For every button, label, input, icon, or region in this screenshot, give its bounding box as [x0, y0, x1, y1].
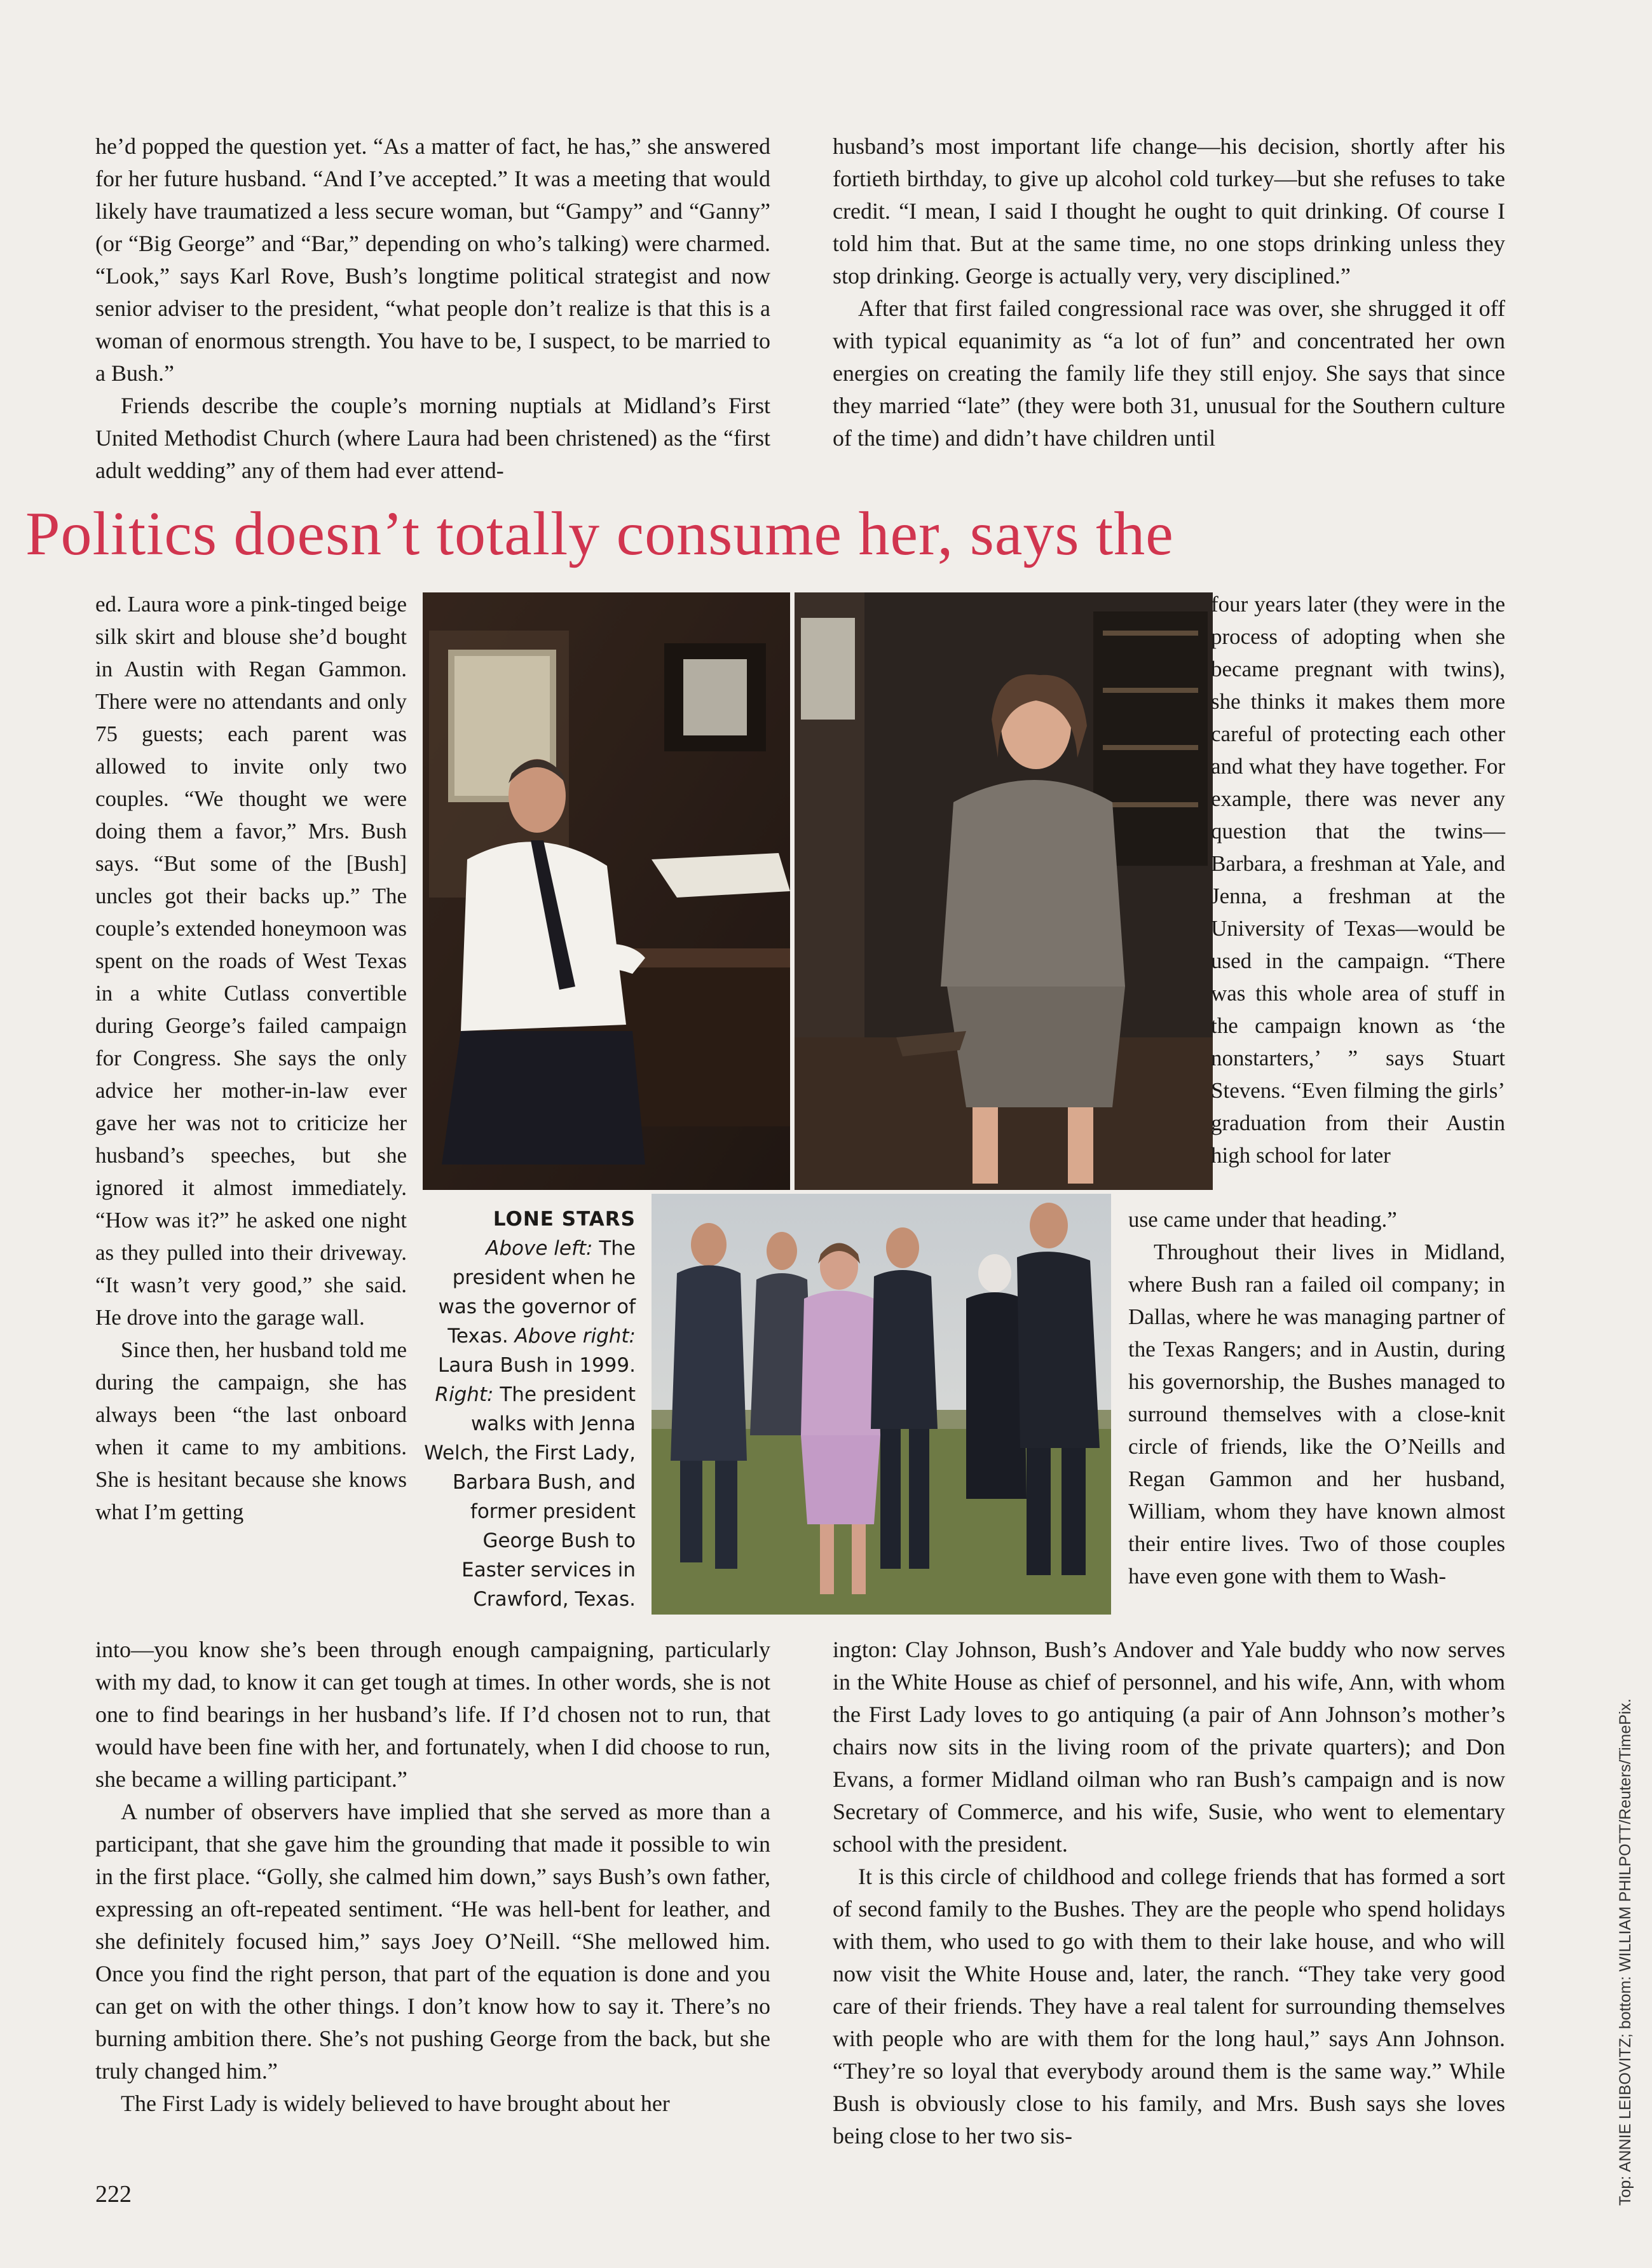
paragraph: husband’s most important life change—his decision, shortly after his fortieth birthday, to give up alcohol cold turkey—but she refuses to take credit. “I mean, I said I thought he ought to quit drinking. Of course I told him that. But at the same time, no one stops drinking unless they stop drinking. George is actually very, very disciplined.”	[833, 133, 1505, 289]
paragraph: A number of observers have implied that she served as more than a participant, that she gave him the grounding that made it possible to win in the first place. “Golly, she calmed him down,” says Bush’s own father, expressing an oft-repeated sentiment. “He was hell-bent for leather, and she definitely focused him,” says Joey O’Neill. “She mellowed him. Once you find the right person, that part of the equation is done and you can get on with the other things. I don’t know how to say it. There’s no burning ambition there. She’s not pushing George from the back, but she truly changed him.”	[95, 1799, 770, 2084]
page-number: 222	[95, 2181, 132, 2208]
paragraph: After that first failed congressional race was over, she shrugged it off with typical equanimity as “a lot of fun” and concentrated her own energies on creating the family life they still enjoy. She says that since they married “late” (they were both 31, unusual for the Southern culture of the time) and didn’t have children until	[833, 296, 1505, 451]
photo-laura-image	[795, 592, 1213, 1190]
caption-label-above-left: Above left:	[486, 1237, 593, 1260]
caption-above-right: Laura Bush in 1999.	[438, 1354, 636, 1377]
caption-text	[420, 1234, 636, 1614]
paragraph: ed. Laura wore a pink-tinged beige silk skirt and blouse she’d bought in Austin with Regan Gammon. There were no attendants and only 75 guests; each parent was allowed to invite only two couples. “We thought we were doing them a favor,” Mrs. Bush says. “But some of the [Bush] uncles got their backs up.” The couple’s extended honeymoon was spent on the roads of West Texas in a white Cutlass convertible during George’s failed campaign for Congress. She says the only advice her mother-in-law ever gave her was not to criticize her husband’s speeches, but she ignored it almost immediately. “How was it?” he asked one night as they pulled into their driveway. “It wasn’t very good,” she said. He drove into the garage wall.	[95, 592, 407, 1330]
paragraph: Since then, her husband told me during the campaign, she has always been “the last onboard when it came to my ambitions. She is hesitant because she knows what I’m getting	[95, 1337, 407, 1524]
photo-laura-bush	[795, 592, 1213, 1190]
photo-caption	[420, 1205, 636, 1614]
pull-quote: Politics doesn’t totally consume her, says the	[25, 500, 1174, 568]
body-text-bottom-left	[95, 1634, 770, 2120]
paragraph: he’d popped the question yet. “As a matter of fact, he has,” she answered for her future husband. “And I’ve accepted.” It was a meeting that would likely have traumatized a less secure woman, but “Gampy” and “Ganny” (or “Big George” and “Bar,” depending on who’s talking) were charmed. “Look,” says Karl Rove, Bush’s longtime political strategist and now senior adviser to the president, “what people don’t realize is that this is a woman of enormous strength. You have to be, I suspect, to be married to a Bush.”	[95, 133, 770, 386]
caption-label-right: Right:	[435, 1383, 494, 1406]
body-text-bottom-right	[833, 1634, 1505, 2152]
photo-easter-walk	[652, 1194, 1111, 1615]
caption-label-above-right: Above right:	[514, 1325, 636, 1348]
body-text-right-narrow	[1211, 588, 1505, 1172]
body-text-top-right	[833, 130, 1505, 454]
paragraph: use came under that heading.”	[1128, 1207, 1397, 1232]
caption-right: The president walks with Jenna Welch, the First Lady, Barbara Bush, and former president George Bush to Easter services in Crawford, Texas.	[424, 1383, 636, 1611]
paragraph: into—you know she’s been through enough campaigning, particularly with my dad, to know it can get tough at times. In other words, she is not one to find bearings in her husband’s life. If I’d chosen not to run, that would have been fine with her, and fortunately, when I did choose to run, she became a willing participant.”	[95, 1637, 770, 1792]
paragraph: Throughout their lives in Midland, where Bush ran a failed oil company; in Dallas, where he was managing partner of the Texas Rangers; and in Austin, during his governorship, the Bushes managed to surround themselves with a close-knit circle of friends, like the O’Neills and Regan Gammon and her husband, William, whom they have known almost their entire lives. Two of those couples have even gone with them to Wash-	[1128, 1240, 1505, 1588]
paragraph: Friends describe the couple’s morning nuptials at Midland’s First United Methodist Church (where Laura had been christened) as the “first adult wedding” any of them had ever attend-	[95, 393, 770, 483]
paragraph: The First Lady is widely believed to have brought about her	[121, 2091, 670, 2116]
body-text-right-mid	[1128, 1203, 1505, 1592]
photo-governor-at-desk	[423, 592, 790, 1190]
body-text-left-narrow	[95, 588, 407, 1528]
paragraph: ington: Clay Johnson, Bush’s Andover and Yale buddy who now serves in the White House as chief of personnel, and his wife, Ann, with whom the First Lady loves to go antiquing (a pair of Ann Johnson’s mother’s chairs now sits in the living room of the private quarters); and Don Evans, a former Midland oilman who ran Bush’s campaign and is now Secretary of Commerce, and his wife, Susie, who went to elementary school with the president.	[833, 1637, 1505, 1857]
caption-title: LONE STARS	[493, 1208, 636, 1231]
paragraph: It is this circle of childhood and college friends that has formed a sort of second family to the Bushes. They are the people who spend holidays with them, who used to go with them to their lake house, and who will now visit the White House and, later, the ranch. “They take very good care of their friends. They have a real talent for surrounding themselves with people who are with them for the long haul,” says Ann Johnson. “They’re so loyal that everybody around them is the same way.” While Bush is obviously close to his family, and Mrs. Bush says she loves being close to her two sis-	[833, 1864, 1505, 2148]
photo-governor-image	[423, 592, 790, 1190]
caption-above-left: The president when he was the governor of Texas.	[438, 1237, 636, 1348]
body-text-top-left	[95, 130, 770, 487]
photo-credit: Top: ANNIE LEIBOVITZ; bottom: WILLIAM PHILPOTT/Reuters/TimePix.	[1616, 1698, 1634, 2206]
paragraph: four years later (they were in the process of adopting when she became pregnant with twins), she thinks it makes them more careful of protecting each other and what they have together. For example, there was never any question that the twins—Barbara, a freshman at Yale, and Jenna, a freshman at the University of Texas—would be used in the campaign. “There was this whole area of stuff in the campaign known as ‘the nonstarters,’ ” says Stuart Stevens. “Even filming the girls’ graduation from their Austin high school for later	[1211, 592, 1505, 1168]
photo-walk-image	[652, 1194, 1111, 1615]
